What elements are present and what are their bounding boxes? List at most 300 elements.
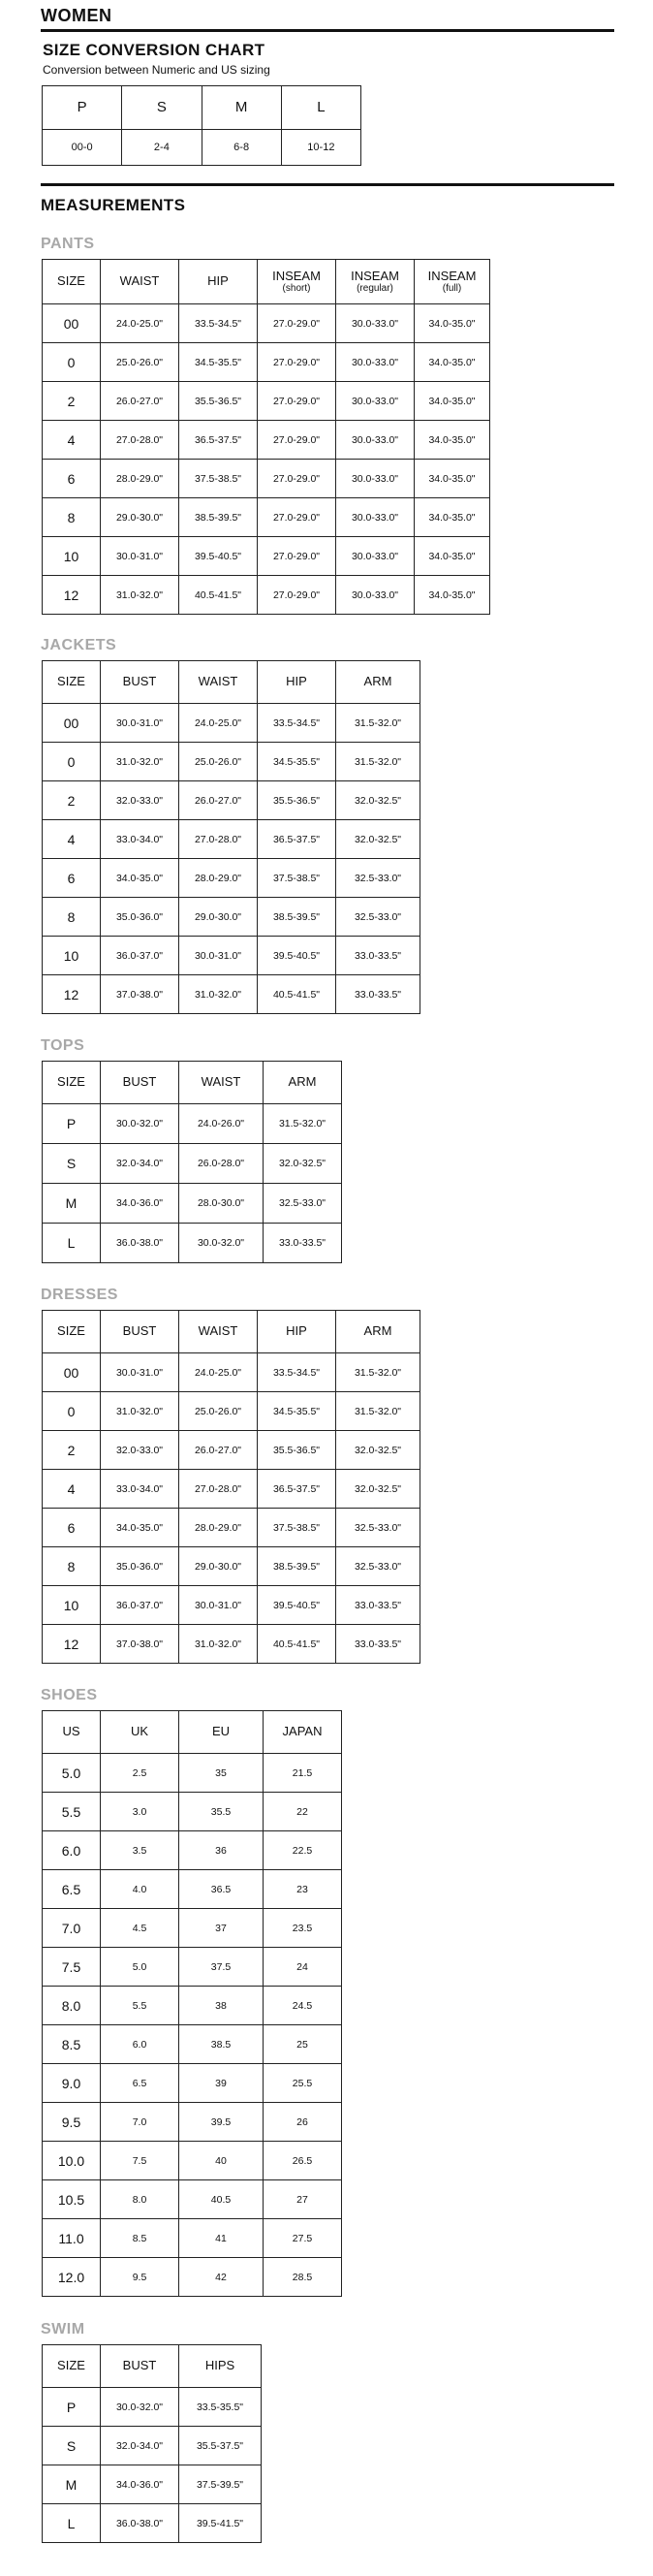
measurement-cell: 32.5-33.0" <box>336 859 420 898</box>
size-cell: 12.0 <box>43 2258 101 2297</box>
header-cell: SIZE <box>43 1311 101 1353</box>
measurement-cell: 30.0-33.0" <box>336 576 415 615</box>
size-cell: 0 <box>43 743 101 781</box>
measurement-cell: 33.0-34.0" <box>101 1470 179 1509</box>
measurement-cell: 34.0-35.0" <box>415 304 490 343</box>
measurement-cell: 32.0-32.5" <box>264 1144 342 1184</box>
measurement-cell: 33.5-34.5" <box>258 704 336 743</box>
header-cell: JAPAN <box>264 1711 342 1754</box>
measurements-title: MEASUREMENTS <box>41 196 186 214</box>
measurement-cell: 24.0-25.0" <box>179 1353 258 1392</box>
table-row <box>43 2025 342 2064</box>
measurement-cell: 35.5-36.5" <box>258 781 336 820</box>
header-cell <box>43 260 101 304</box>
measurement-cell: 25.0-26.0" <box>101 343 179 382</box>
table-row <box>43 2427 262 2465</box>
table-header-row <box>43 1711 342 1754</box>
table-row <box>43 2219 342 2258</box>
measurement-cell: 26.0-27.0" <box>101 382 179 421</box>
measurement-cell: 31.0-32.0" <box>101 1392 179 1431</box>
divider <box>41 29 614 32</box>
measurement-cell: 25.0-26.0" <box>179 743 258 781</box>
measurement-cell: 30.0-33.0" <box>336 460 415 498</box>
measurement-cell: 27.0-29.0" <box>258 304 336 343</box>
size-cell: 12 <box>43 1625 101 1664</box>
measurement-cell: 26.0-27.0" <box>179 781 258 820</box>
dresses-title: DRESSES <box>41 1287 118 1303</box>
measurement-cell: 31.5-32.0" <box>336 743 420 781</box>
measurement-cell: 23 <box>264 1870 342 1909</box>
measurement-cell: 7.0 <box>101 2103 179 2142</box>
header-cell: WAIST <box>179 1062 264 1104</box>
measurement-cell: 30.0-32.0" <box>101 1104 179 1144</box>
size-cell: M <box>43 1184 101 1224</box>
measurement-cell: 35.5-36.5" <box>258 1431 336 1470</box>
measurement-cell: 32.0-32.5" <box>336 781 420 820</box>
table-row <box>43 1509 420 1547</box>
measurement-cell: 40.5 <box>179 2180 264 2219</box>
measurement-cell: 27.0-29.0" <box>258 576 336 615</box>
measurement-cell: 39 <box>179 2064 264 2103</box>
measurement-cell: 39.5 <box>179 2103 264 2142</box>
measurement-cell: 27.0-29.0" <box>258 382 336 421</box>
measurement-cell: 31.0-32.0" <box>101 743 179 781</box>
header-label: INSEAM <box>272 268 321 283</box>
size-cell: 6.5 <box>43 1870 101 1909</box>
header-cell <box>101 260 179 304</box>
measurement-cell: 27.5 <box>264 2219 342 2258</box>
header-sublabel: (full) <box>442 283 462 295</box>
size-cell: 8.5 <box>43 2025 101 2064</box>
measurement-cell: 8.0 <box>101 2180 179 2219</box>
size-cell: 00 <box>43 704 101 743</box>
measurement-cell: 33.0-33.5" <box>336 1625 420 1664</box>
table-row <box>43 704 420 743</box>
measurement-cell: 32.5-33.0" <box>336 898 420 937</box>
measurement-cell: 32.0-32.5" <box>336 1431 420 1470</box>
header-label: INSEAM <box>351 268 399 283</box>
size-cell: 8 <box>43 1547 101 1586</box>
measurement-cell: 39.5-40.5" <box>179 537 258 576</box>
header-cell: BUST <box>101 2345 179 2388</box>
measurement-cell: 29.0-30.0" <box>101 498 179 537</box>
table-row <box>43 2064 342 2103</box>
measurement-cell: 34.0-36.0" <box>101 2465 179 2504</box>
measurement-cell: 32.0-34.0" <box>101 1144 179 1184</box>
size-cell: 2 <box>43 1431 101 1470</box>
measurement-cell: 25 <box>264 2025 342 2064</box>
table-row <box>43 1353 420 1392</box>
measurement-cell: 32.0-34.0" <box>101 2427 179 2465</box>
header-cell: HIPS <box>179 2345 262 2388</box>
size-cell: S <box>43 2427 101 2465</box>
measurement-cell: 29.0-30.0" <box>179 1547 258 1586</box>
measurement-cell: 37.5-39.5" <box>179 2465 262 2504</box>
table-row <box>43 130 361 166</box>
table-row <box>43 343 490 382</box>
header-cell: UK <box>101 1711 179 1754</box>
size-cell: 5.5 <box>43 1793 101 1831</box>
header-cell: HIP <box>258 1311 336 1353</box>
measurement-cell: 28.0-29.0" <box>101 460 179 498</box>
measurement-cell: 25.5 <box>264 2064 342 2103</box>
table-row <box>43 1392 420 1431</box>
table-row <box>43 1754 342 1793</box>
measurement-cell: 24 <box>264 1948 342 1987</box>
table-row <box>43 820 420 859</box>
table-row <box>43 498 490 537</box>
table-cell: 2-4 <box>122 130 202 166</box>
table-row <box>43 1625 420 1664</box>
size-cell: 2 <box>43 382 101 421</box>
measurement-cell: 36 <box>179 1831 264 1870</box>
size-cell: 6 <box>43 859 101 898</box>
table-header-row <box>43 1311 420 1353</box>
measurement-cell: 30.0-31.0" <box>101 537 179 576</box>
measurement-cell: 31.5-32.0" <box>336 1392 420 1431</box>
header-cell: SIZE <box>43 661 101 704</box>
measurement-cell: 37.0-38.0" <box>101 1625 179 1664</box>
size-cell: 00 <box>43 304 101 343</box>
table-row <box>43 1831 342 1870</box>
measurement-cell: 31.0-32.0" <box>179 975 258 1014</box>
header-cell: HIP <box>258 661 336 704</box>
measurement-cell: 37.5-38.5" <box>179 460 258 498</box>
measurement-cell: 35.5-36.5" <box>179 382 258 421</box>
measurement-cell: 26 <box>264 2103 342 2142</box>
header-sublabel: (regular) <box>357 283 393 295</box>
measurement-cell: 30.0-32.0" <box>179 1224 264 1263</box>
table-row <box>43 2180 342 2219</box>
measurement-cell: 34.0-35.0" <box>415 498 490 537</box>
measurement-cell: 32.0-33.0" <box>101 1431 179 1470</box>
measurement-cell: 36.5 <box>179 1870 264 1909</box>
size-cell: 10.0 <box>43 2142 101 2180</box>
measurement-cell: 41 <box>179 2219 264 2258</box>
measurement-cell: 38 <box>179 1987 264 2025</box>
measurement-cell: 33.0-33.5" <box>336 937 420 975</box>
size-cell: 12 <box>43 576 101 615</box>
table-row <box>43 1586 420 1625</box>
measurement-cell: 28.5 <box>264 2258 342 2297</box>
tops-table <box>42 1061 342 1263</box>
table-row <box>43 2103 342 2142</box>
size-cell: 10 <box>43 937 101 975</box>
table-header-row <box>43 1062 342 1104</box>
measurement-cell: 42 <box>179 2258 264 2297</box>
size-cell: 6 <box>43 1509 101 1547</box>
measurement-cell: 32.5-33.0" <box>336 1509 420 1547</box>
measurement-cell: 3.0 <box>101 1793 179 1831</box>
header-label: HIP <box>207 273 229 289</box>
measurement-cell: 30.0-33.0" <box>336 343 415 382</box>
measurement-cell: 36.0-37.0" <box>101 1586 179 1625</box>
measurement-cell: 36.5-37.5" <box>258 1470 336 1509</box>
size-cell: 0 <box>43 1392 101 1431</box>
measurement-cell: 32.5-33.0" <box>336 1547 420 1586</box>
measurement-cell: 27.0-29.0" <box>258 460 336 498</box>
measurement-cell: 28.0-29.0" <box>179 1509 258 1547</box>
header-cell: L <box>281 86 360 130</box>
measurement-cell: 28.0-30.0" <box>179 1184 264 1224</box>
header-cell: M <box>202 86 281 130</box>
table-row <box>43 1431 420 1470</box>
measurement-cell: 27.0-29.0" <box>258 537 336 576</box>
measurement-cell: 34.5-35.5" <box>258 743 336 781</box>
table-row <box>43 1987 342 2025</box>
measurement-cell: 34.5-35.5" <box>258 1392 336 1431</box>
measurement-cell: 28.0-29.0" <box>179 859 258 898</box>
measurement-cell: 32.0-32.5" <box>336 1470 420 1509</box>
measurement-cell: 34.5-35.5" <box>179 343 258 382</box>
table-row <box>43 859 420 898</box>
size-cell: S <box>43 1144 101 1184</box>
header-cell: SIZE <box>43 1062 101 1104</box>
measurement-cell: 34.0-35.0" <box>415 343 490 382</box>
table-row <box>43 460 490 498</box>
size-cell: 00 <box>43 1353 101 1392</box>
measurement-cell: 35.5-37.5" <box>179 2427 262 2465</box>
measurement-cell: 30.0-33.0" <box>336 498 415 537</box>
size-cell: M <box>43 2465 101 2504</box>
tops-title: TOPS <box>41 1037 85 1054</box>
measurement-cell: 36.0-37.0" <box>101 937 179 975</box>
measurement-cell: 34.0-35.0" <box>415 460 490 498</box>
table-row <box>43 304 490 343</box>
size-cell: 8 <box>43 498 101 537</box>
measurement-cell: 30.0-33.0" <box>336 421 415 460</box>
measurement-cell: 6.0 <box>101 2025 179 2064</box>
table-cell: 00-0 <box>43 130 122 166</box>
measurement-cell: 24.0-25.0" <box>179 704 258 743</box>
measurement-cell: 26.0-28.0" <box>179 1144 264 1184</box>
swim-table <box>42 2344 262 2543</box>
table-row <box>43 781 420 820</box>
table-row <box>43 2258 342 2297</box>
measurement-cell: 30.0-31.0" <box>101 704 179 743</box>
measurement-cell: 30.0-32.0" <box>101 2388 179 2427</box>
measurement-cell: 36.5-37.5" <box>258 820 336 859</box>
measurement-cell: 37.5-38.5" <box>258 859 336 898</box>
size-cell: 4 <box>43 421 101 460</box>
measurement-cell: 9.5 <box>101 2258 179 2297</box>
header-cell <box>336 260 415 304</box>
measurement-cell: 38.5-39.5" <box>258 898 336 937</box>
header-sublabel: (short) <box>282 283 311 295</box>
table-row <box>43 537 490 576</box>
measurement-cell: 27.0-29.0" <box>258 421 336 460</box>
table-header-row <box>43 260 490 304</box>
measurement-cell: 34.0-36.0" <box>101 1184 179 1224</box>
measurement-cell: 31.5-32.0" <box>264 1104 342 1144</box>
measurement-cell: 30.0-33.0" <box>336 304 415 343</box>
measurement-cell: 31.0-32.0" <box>101 576 179 615</box>
table-row <box>43 1470 420 1509</box>
header-label: SIZE <box>57 273 85 289</box>
header-cell: BUST <box>101 661 179 704</box>
conversion-subtitle: Conversion between Numeric and US sizing <box>43 63 270 77</box>
measurement-cell: 22.5 <box>264 1831 342 1870</box>
header-cell <box>415 260 490 304</box>
measurement-cell: 5.5 <box>101 1987 179 2025</box>
size-cell: 0 <box>43 343 101 382</box>
measurement-cell: 25.0-26.0" <box>179 1392 258 1431</box>
table-row <box>43 975 420 1014</box>
measurement-cell: 30.0-33.0" <box>336 537 415 576</box>
measurement-cell: 27.0-29.0" <box>258 498 336 537</box>
measurement-cell: 35.0-36.0" <box>101 898 179 937</box>
measurement-cell: 40.5-41.5" <box>179 576 258 615</box>
conversion-table <box>42 85 361 166</box>
header-label: INSEAM <box>427 268 477 283</box>
header-cell: BUST <box>101 1062 179 1104</box>
measurement-cell: 33.5-34.5" <box>179 304 258 343</box>
size-cell: 8 <box>43 898 101 937</box>
size-cell: 4 <box>43 820 101 859</box>
header-cell: ARM <box>264 1062 342 1104</box>
measurement-cell: 37 <box>179 1909 264 1948</box>
size-cell: P <box>43 2388 101 2427</box>
jackets-title: JACKETS <box>41 637 117 653</box>
divider <box>41 183 614 186</box>
size-cell: 10.5 <box>43 2180 101 2219</box>
table-row <box>43 898 420 937</box>
measurement-cell: 37.5-38.5" <box>258 1509 336 1547</box>
size-cell: 6.0 <box>43 1831 101 1870</box>
measurement-cell: 34.0-35.0" <box>415 421 490 460</box>
table-row <box>43 1948 342 1987</box>
measurement-cell: 4.0 <box>101 1870 179 1909</box>
measurement-cell: 33.5-34.5" <box>258 1353 336 1392</box>
measurement-cell: 38.5-39.5" <box>258 1547 336 1586</box>
size-cell: 10 <box>43 1586 101 1625</box>
measurement-cell: 4.5 <box>101 1909 179 1948</box>
header-cell: ARM <box>336 1311 420 1353</box>
measurement-cell: 30.0-31.0" <box>179 1586 258 1625</box>
size-cell: 6 <box>43 460 101 498</box>
measurement-cell: 32.0-32.5" <box>336 820 420 859</box>
header-cell: EU <box>179 1711 264 1754</box>
table-row <box>43 1224 342 1263</box>
size-cell: 9.5 <box>43 2103 101 2142</box>
table-row <box>43 743 420 781</box>
header-cell: P <box>43 86 122 130</box>
shoes-title: SHOES <box>41 1687 98 1703</box>
measurement-cell: 32.0-33.0" <box>101 781 179 820</box>
measurement-cell: 26.5 <box>264 2142 342 2180</box>
measurement-cell: 27.0-28.0" <box>179 820 258 859</box>
measurement-cell: 33.0-34.0" <box>101 820 179 859</box>
table-row <box>43 2142 342 2180</box>
measurement-cell: 33.5-35.5" <box>179 2388 262 2427</box>
header-cell: S <box>122 86 202 130</box>
measurement-cell: 27 <box>264 2180 342 2219</box>
measurement-cell: 34.0-35.0" <box>101 859 179 898</box>
measurement-cell: 36.0-38.0" <box>101 2504 179 2543</box>
table-row <box>43 1144 342 1184</box>
measurement-cell: 33.0-33.5" <box>264 1224 342 1263</box>
measurement-cell: 3.5 <box>101 1831 179 1870</box>
measurement-cell: 22 <box>264 1793 342 1831</box>
table-row <box>43 1870 342 1909</box>
measurement-cell: 36.5-37.5" <box>179 421 258 460</box>
measurement-cell: 27.0-29.0" <box>258 343 336 382</box>
measurement-cell: 24.0-25.0" <box>101 304 179 343</box>
measurement-cell: 32.5-33.0" <box>264 1184 342 1224</box>
measurement-cell: 34.0-35.0" <box>415 576 490 615</box>
table-row <box>43 1793 342 1831</box>
measurement-cell: 27.0-28.0" <box>101 421 179 460</box>
dresses-table <box>42 1310 420 1664</box>
size-cell: 11.0 <box>43 2219 101 2258</box>
measurement-cell: 24.5 <box>264 1987 342 2025</box>
measurement-cell: 34.0-35.0" <box>415 382 490 421</box>
size-cell: 7.5 <box>43 1948 101 1987</box>
shoes-table <box>42 1710 342 2297</box>
header-cell: BUST <box>101 1311 179 1353</box>
measurement-cell: 24.0-26.0" <box>179 1104 264 1144</box>
measurement-cell: 39.5-40.5" <box>258 937 336 975</box>
header-cell <box>258 260 336 304</box>
table-row <box>43 1184 342 1224</box>
header-cell <box>179 260 258 304</box>
table-row <box>43 1547 420 1586</box>
measurement-cell: 39.5-41.5" <box>179 2504 262 2543</box>
header-cell: WAIST <box>179 661 258 704</box>
measurement-cell: 38.5 <box>179 2025 264 2064</box>
conversion-title: SIZE CONVERSION CHART <box>43 41 265 59</box>
measurement-cell: 5.0 <box>101 1948 179 1987</box>
header-label: WAIST <box>119 273 160 289</box>
measurement-cell: 7.5 <box>101 2142 179 2180</box>
table-row <box>43 421 490 460</box>
header-cell: ARM <box>336 661 420 704</box>
measurement-cell: 27.0-28.0" <box>179 1470 258 1509</box>
measurement-cell: 34.0-35.0" <box>415 537 490 576</box>
measurement-cell: 2.5 <box>101 1754 179 1793</box>
table-row <box>43 937 420 975</box>
size-cell: 4 <box>43 1470 101 1509</box>
jackets-table <box>42 660 420 1014</box>
size-cell: 9.0 <box>43 2064 101 2103</box>
measurement-cell: 31.5-32.0" <box>336 704 420 743</box>
header-cell: SIZE <box>43 2345 101 2388</box>
measurement-cell: 37.5 <box>179 1948 264 1987</box>
measurement-cell: 21.5 <box>264 1754 342 1793</box>
measurement-cell: 30.0-31.0" <box>179 937 258 975</box>
measurement-cell: 31.0-32.0" <box>179 1625 258 1664</box>
table-row <box>43 382 490 421</box>
pants-title: PANTS <box>41 236 95 252</box>
measurement-cell: 30.0-31.0" <box>101 1353 179 1392</box>
measurement-cell: 35 <box>179 1754 264 1793</box>
table-header-row <box>43 86 361 130</box>
table-row <box>43 2388 262 2427</box>
measurement-cell: 29.0-30.0" <box>179 898 258 937</box>
table-cell: 10-12 <box>281 130 360 166</box>
measurement-cell: 33.0-33.5" <box>336 1586 420 1625</box>
measurement-cell: 31.5-32.0" <box>336 1353 420 1392</box>
size-cell: 10 <box>43 537 101 576</box>
size-cell: L <box>43 1224 101 1263</box>
header-cell: WAIST <box>179 1311 258 1353</box>
measurement-cell: 40.5-41.5" <box>258 1625 336 1664</box>
measurement-cell: 34.0-35.0" <box>101 1509 179 1547</box>
pants-table <box>42 259 490 615</box>
measurement-cell: 30.0-33.0" <box>336 382 415 421</box>
table-row <box>43 2465 262 2504</box>
measurement-cell: 33.0-33.5" <box>336 975 420 1014</box>
